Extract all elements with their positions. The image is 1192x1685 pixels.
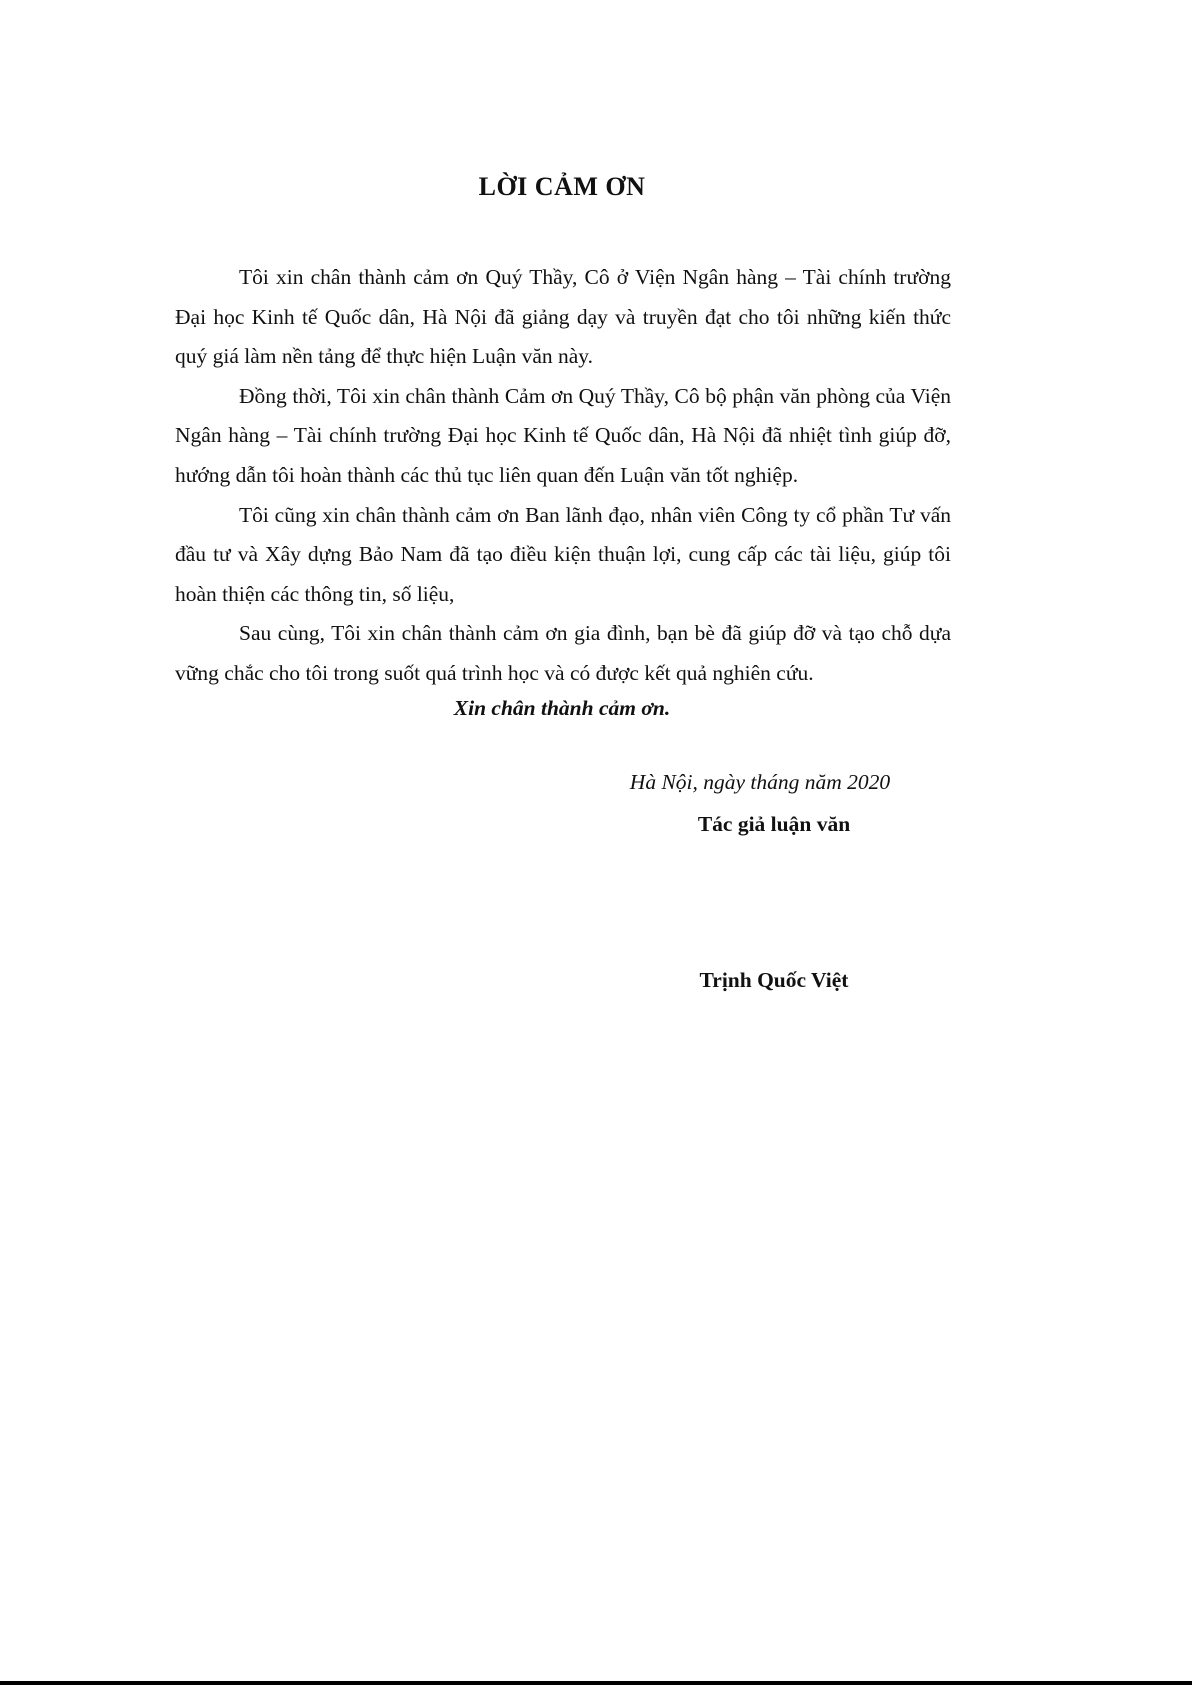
page-title: LỜI CẢM ƠN xyxy=(478,172,646,201)
author-label: Tác giả luận văn xyxy=(697,812,851,836)
author-name: Trịnh Quốc Việt xyxy=(699,968,849,992)
closing-line: Xin chân thành cảm ơn. xyxy=(453,696,671,720)
paragraph-1: Tôi xin chân thành cảm ơn Quý Thầy, Cô ở Viện Ngân hàng – Tài chính trường Đại học Kinh tế Quốc dân, Hà Nội đã giảng dạy và truyền đạt cho tôi những kiến thức quý giá làm nền tảng để thực hiện Luận văn này. xyxy=(175,265,951,369)
paragraph-3: Tôi cũng xin chân thành cảm ơn Ban lãnh đạo, nhân viên Công ty cổ phần Tư vấn đầu tư và Xây dựng Bảo Nam đã tạo điều kiện thuận lợi, cung cấp các tài liệu, giúp tôi hoàn thiện các thông tin, số liệu, xyxy=(175,502,951,606)
paragraph-2: Đồng thời, Tôi xin chân thành Cảm ơn Quý Thầy, Cô bộ phận văn phòng của Viện Ngân hàng – Tài chính trường Đại học Kinh tế Quốc dân, Hà Nội đã nhiệt tình giúp đỡ, hướng dẫn tôi hoàn thành các thủ tục liên quan đến Luận văn tốt nghiệp. xyxy=(175,383,951,487)
acknowledgement-body xyxy=(175,258,951,694)
date-line: Hà Nội, ngày tháng năm 2020 xyxy=(629,770,891,794)
paragraph-4: Sau cùng, Tôi xin chân thành cảm ơn gia đình, bạn bè đã giúp đỡ và tạo chỗ dựa vững chắc cho tôi trong suốt quá trình học và có được kết quả nghiên cứu. xyxy=(175,621,951,685)
bottom-divider xyxy=(0,1681,1192,1685)
